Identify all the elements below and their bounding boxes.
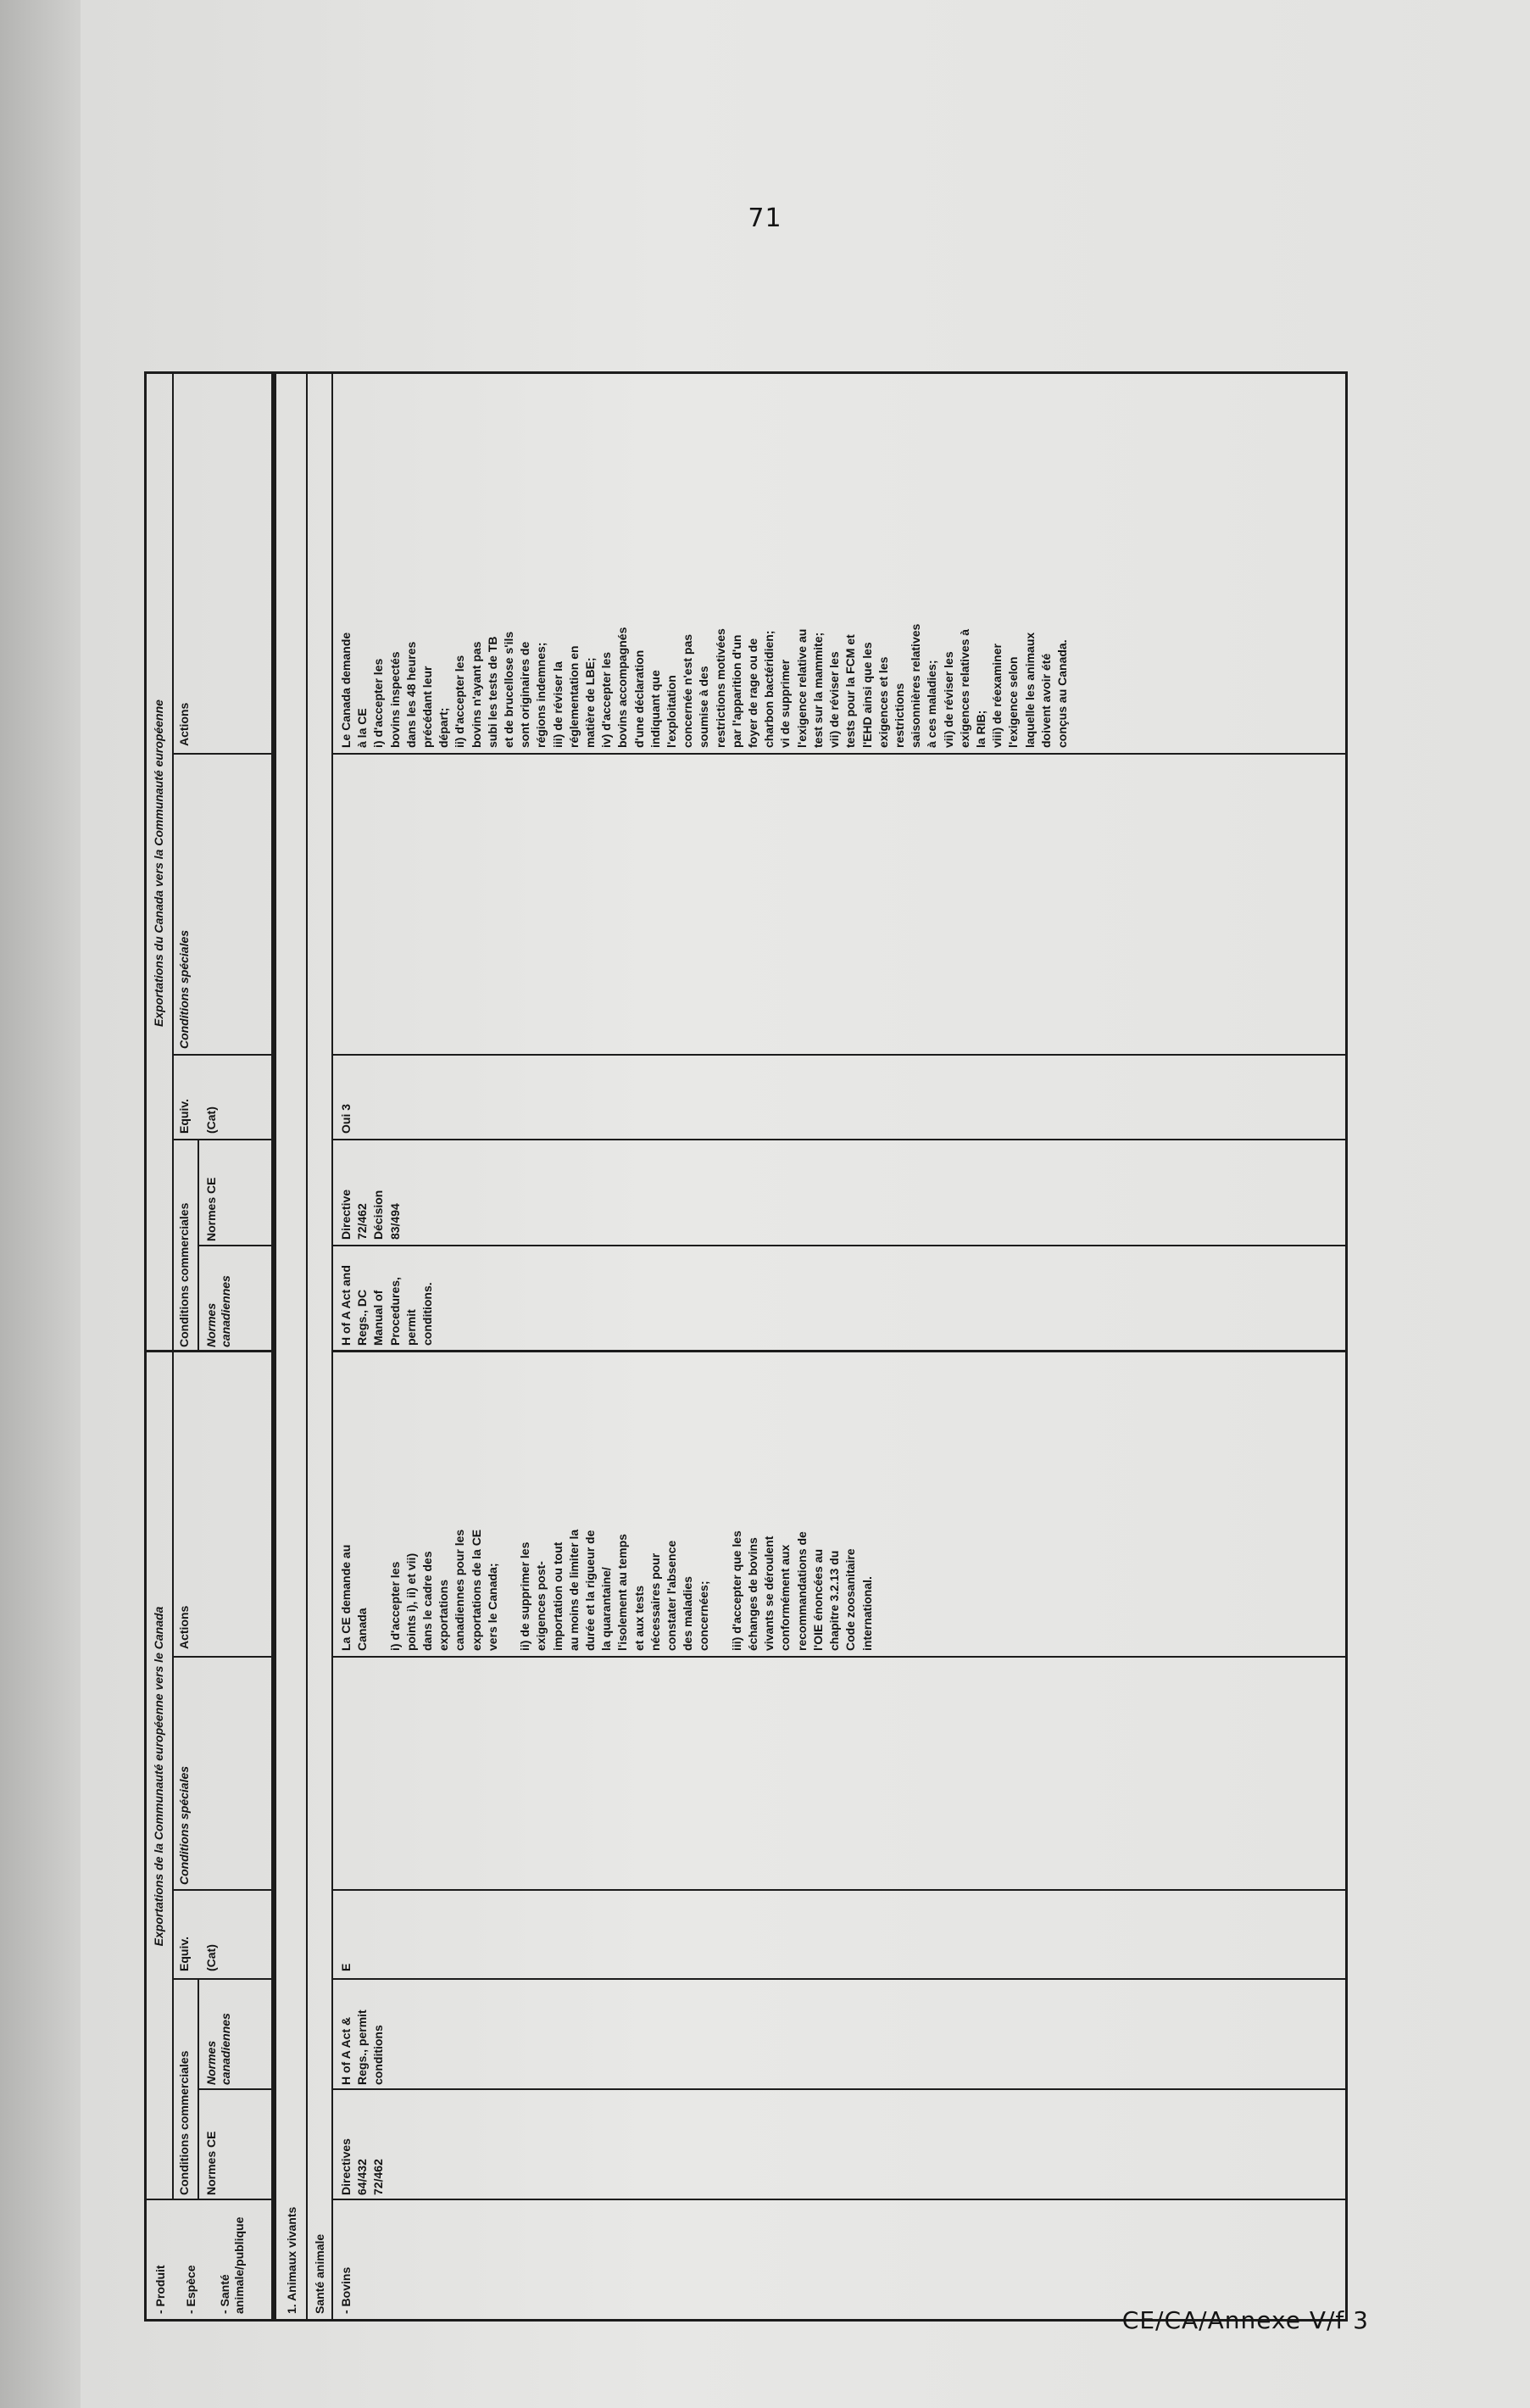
body-group-divider [333, 1350, 1345, 1352]
header-divider [198, 1245, 271, 1246]
ca-actions-header: Actions [177, 702, 191, 746]
body-divider [333, 1139, 1345, 1140]
header-divider [172, 1889, 271, 1891]
eu-normes-canadiennes-header: Normes canadiennes [204, 2013, 232, 2085]
eu-group-title: Exportations de la Communauté européenne vers le Canada [152, 1606, 165, 1947]
trade-conditions-table [144, 371, 1348, 2322]
header-rule [198, 1980, 199, 2200]
header-divider [172, 1054, 271, 1056]
eu-conditions-speciales-header: Conditions spéciales [177, 1765, 191, 1885]
species-bovins: - Bovins [339, 2266, 353, 2314]
ca-conditions-commerciales: Conditions commerciales [177, 1202, 191, 1347]
header-divider [198, 2088, 271, 2090]
ca-normes-ce-value: Directive 72/462 Décision 83/494 [339, 1189, 402, 1240]
body-divider [333, 2199, 1345, 2200]
section-animaux-vivants: 1. Animaux vivants [285, 2206, 298, 2314]
header-divider [172, 1139, 271, 1140]
page-number: 71 [748, 203, 782, 233]
header-rule [172, 374, 174, 1352]
eu-normes-ce-value: Directives 64/432 72/462 [339, 2138, 386, 2195]
eu-actions-text: La CE demande au Canada i) d'accepter les points i), ii) et vii) dans le cadre des exportations canadiennes pour les exportations de la CE vers le Canada; ii) de supprimer les exigences post- importation ou tout au moins de limiter la durée et la rigueur de la quarantaine/ l'isolement au temps et aux tests nécessaires pour constater l'absence des maladies concernées; iii) d'accepter que les échanges de bovins vivants se déroulent conformément aux recommandations de l'OIE énoncées au chapitre 3.2.13 du Code zoosanitaire international. [339, 1529, 874, 1651]
header-rule [172, 1352, 174, 2200]
header-divider [172, 753, 271, 755]
section-sante-animale: Santé animale [313, 2233, 326, 2314]
ca-normes-canadiennes-header: Normes canadiennes [204, 1275, 232, 1347]
row-label-espece: - Espèce [184, 2265, 198, 2314]
body-divider [333, 1054, 1345, 1056]
body-divider [333, 2088, 1345, 2090]
book-spine-shadow [0, 0, 93, 2408]
header-divider [172, 1978, 271, 1980]
ca-group-title: Exportations du Canada vers la Communauté européenne [152, 700, 165, 1027]
body-divider [333, 1889, 1345, 1891]
eu-actions-header: Actions [177, 1605, 191, 1649]
ca-normes-ce-header: Normes CE [204, 1177, 218, 1241]
table-header [147, 374, 274, 2319]
document-reference: CE/CA/Annexe V/f 3 [1121, 2306, 1369, 2334]
ca-conditions-speciales-header: Conditions spéciales [177, 929, 191, 1049]
ca-actions-text: Le Canada demande à la CE i) d'accepter les bovins inspectés dans les 48 heures précédant leur départ; ii) d'accepter les bovins n'ayant pas subi les tests de TB et de brucellose s'ils sont originaires de régions indemnes; iii) de réviser la réglementation en matière de LBE; iv) d'accepter les bovins accompagnés d'une déclaration indiquant que l'exploitation concernée n'est pas soumise à des restrictions motivées par l'apparition d'un foyer de rage ou de charbon bactéridien; vi de supprimer l'exigence relative au test sur la mammite; vii) de réviser les tests pour la FCM et l'EHD ainsi que les exigences et les restrictions saisonnières relatives à ces maladies; vii) de réviser les exigences relatives à la RIB; viii) de réexaminer l'exigence selon laquelle les animaux doivent avoir été conçus au Canada. [339, 623, 1069, 748]
eu-equiv-cat: (Cat) [204, 1944, 218, 1971]
table-frame [144, 371, 1348, 2322]
row-label-sante: - Santé animale/publique [218, 2216, 246, 2314]
eu-equiv-header: Equiv. [177, 1937, 191, 1971]
eu-equiv-value: E [339, 1963, 353, 1971]
section-row-sante [308, 374, 333, 2319]
body-divider [333, 1656, 1345, 1658]
eu-conditions-commerciales: Conditions commerciales [177, 2050, 191, 2195]
row-label-produit: - Produit [153, 2265, 167, 2314]
body-divider [333, 1978, 1345, 1980]
ca-normes-canadiennes-value: H of A Act and Regs., DC Manual of Procedures, permit conditions. [339, 1265, 435, 1346]
ca-equiv-header: Equiv. [177, 1099, 191, 1134]
section-row-animaux [274, 374, 308, 2319]
header-rule [198, 1140, 199, 1352]
eu-normes-canadiennes-value: H of A Act & Regs., permit conditions [339, 2009, 386, 2085]
ca-equiv-cat: (Cat) [204, 1106, 218, 1134]
header-divider [172, 1656, 271, 1658]
body-divider [333, 753, 1345, 755]
ca-equiv-value: Oui 3 [339, 1103, 353, 1134]
body-divider [333, 1245, 1345, 1246]
eu-normes-ce-header: Normes CE [204, 2131, 218, 2195]
